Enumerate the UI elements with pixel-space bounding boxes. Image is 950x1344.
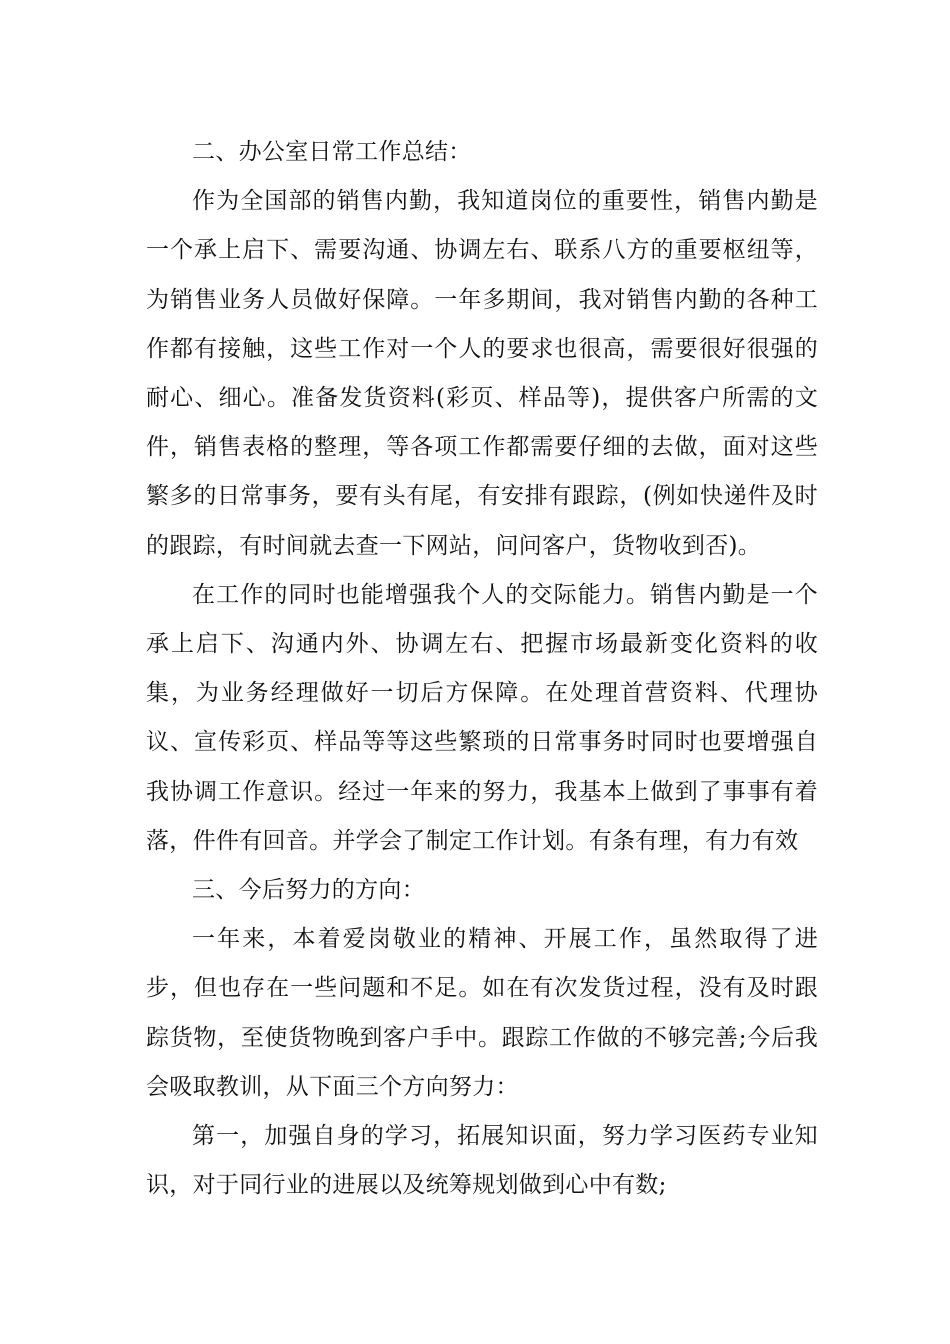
section-heading-future-direction: 三、今后努力的方向： — [192, 877, 425, 904]
paragraph-year-review: 一年来，本着爱岗敬业的精神、开展工作，虽然取得了进步，但也存在一些问题和不足。如在有次发货过程，没有及时跟踪货物，至使货物晚到客户手中。跟踪工作做的不够完善;今后我会吸取教训，从下面三个方向努力： — [146, 926, 818, 1100]
paragraph-first-improvement: 第一，加强自身的学习，拓展知识面，努力学习医药专业知识，对于同行业的进展以及统筹规划做到心中有数; — [146, 1123, 818, 1199]
section-heading-office-work: 二、办公室日常工作总结： — [192, 139, 472, 165]
document-body — [146, 128, 818, 1210]
paragraph-communication-ability: 在工作的同时也能增强我个人的交际能力。销售内勤是一个承上启下、沟通内外、协调左右、把握市场最新变化资料的收集，为业务经理做好一切后方保障。在处理首营资料、代理协议、宣传彩页、样品等等这些繁琐的日常事务时同时也要增强自我协调工作意识。经过一年来的努力，我基本上做到了事事有着落，件件有回音。并学会了制定工作计划。有条有理，有力有效 — [146, 581, 818, 854]
paragraph-sales-assistant-role: 作为全国部的销售内勤，我知道岗位的重要性，销售内勤是一个承上启下、需要沟通、协调左右、联系八方的重要枢纽等，为销售业务人员做好保障。一年多期间，我对销售内勤的各种工作都有接触，这些工作对一个人的要求也很高，需要很好很强的耐心、细心。准备发货资料(彩页、样品等)，提供客户所需的文件，销售表格的整理，等各项工作都需要仔细的去做，面对这些繁多的日常事务，要有头有尾，有安排有跟踪，(例如快递件及时的跟踪，有时间就去查一下网站，问问客户，货物收到否)。 — [146, 188, 818, 559]
